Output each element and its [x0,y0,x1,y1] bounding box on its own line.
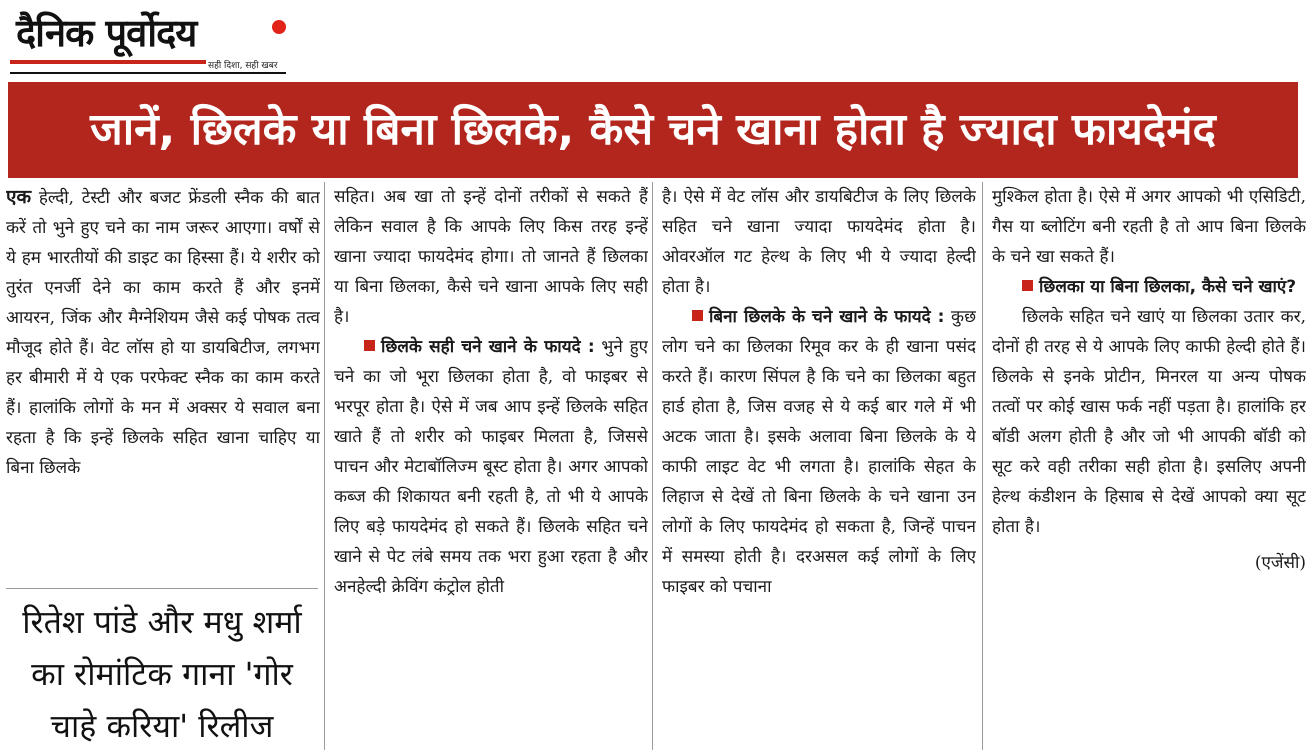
section-with-peel-continuation: है। ऐसे में वेट लॉस और डायबिटीज के लिए छिलके सहित चने खाना ज्यादा फायदेमंद होता है। ओवरऑल गट हेल्थ के लिए भी ये ज्यादा हेल्दी होता है। [662,187,976,297]
section-which-way-text: छिलके सहित चने खाएं या छिलका उतार कर, दोनों ही तरह से ये आपके लिए काफी हेल्दी होते हैं। छिलके से इनके प्रोटीन, मिनरल या अन्य पोषक तत्वों पर कोई खास फर्क नहीं पड़ता है। हालांकि हर बॉडी अलग होती है और जो भी आपकी बॉडी को सूट करे वही तरीका सही होता है। इसलिए अपनी हेल्थ कंडीशन के हिसाब से देखें आपको क्या सूट होता है। [992,307,1306,537]
article-column-4 [992,182,1306,750]
subheading-with-peel-text: छिलके सही चने खाने के फायदे : [381,337,595,357]
subheading-which-way-text: छिलका या बिना छिलका, कैसे चने खाएं? [1039,277,1297,297]
section-with-peel-text: भुने हुए चने का जो भूरा छिलका होता है, वो फाइबर से भरपूर होता है। ऐसे में जब आप इन्हें छिलके सहित खाते हैं तो शरीर को फाइबर मिलता है, जिससे पाचन और मेटाबॉलिज्म बूस्ट होता है। अगर आपको कब्ज की शिकायत बनी रहती है, तो भी ये आपके लिए बड़े फायदेमंद हो सकते हैं। छिलके सहित चने खाने से पेट लंबे समय तक भरा हुआ रहता है और अनहेल्दी क्रेविंग कंट्रोल होती [334,337,648,597]
column-divider [324,182,325,750]
masthead-logo [10,4,286,74]
related-story-teaser: रितेश पांडे और मधु शर्मा का रोमांटिक गाना 'गोर चाहे करिया' रिलीज [22,603,302,745]
subheading-which-way-wrap [1022,277,1296,297]
teaser-divider [6,588,318,589]
article-paragraph-1 [6,182,320,483]
column-divider [982,182,983,750]
intro-continuation: सहित। अब खा तो इन्हें दोनों तरीकों से सकते हैं लेकिन सवाल है कि आपके लिए किस तरह इन्हें खाना ज्यादा फायदेमंद होगा। तो जानते हैं छिलका या बिना छिलका, कैसे चने खाना आपके लिए सही है। [334,187,648,327]
subheading-without-peel-text: बिना छिलके के चने खाने के फायदे : [709,307,945,327]
newspaper-name: दैनिक पूर्वोदय [16,11,197,55]
headline-banner [8,82,1298,178]
logo-dot-icon [272,20,286,34]
agency-credit: (एजेंसी) [1254,553,1306,573]
red-square-icon [364,340,375,351]
article-column-2 [334,182,648,750]
article-column-1 [6,182,320,584]
masthead-tagline: सही दिशा, सही खबर [206,58,280,71]
article-column-3 [662,182,976,750]
lead-word: एक [6,186,32,208]
section-without-peel [662,302,976,602]
red-square-icon [692,310,703,321]
column-divider [652,182,653,750]
subheading-without-peel [692,307,944,327]
masthead-black-rule [10,72,286,74]
section-with-peel [334,332,648,602]
subheading-with-peel [364,337,595,357]
intro-text: हेल्दी, टेस्टी और बजट फ्रेंडली स्नैक की बात करें तो भुने हुए चने का नाम जरूर आएगा। वर्षों से ये हम भारतीयों की डाइट का हिस्सा हैं। ये शरीर को तुरंत एनर्जी देने का काम करते हैं और इनमें आयरन, जिंक और मैग्नेशियम जैसे कई पोषक तत्व मौजूद होते हैं। वेट लॉस हो या डायबिटीज, लगभग हर बीमारी में ये एक परफेक्ट स्नैक का काम करते हैं। हालांकि लोगों के मन में अक्सर ये सवाल बना रहता है कि इन्हें छिलके सहित खाना चाहिए या बिना छिलके [6,188,320,478]
red-square-icon [1022,280,1033,291]
section-without-peel-continuation: मुश्किल होता है। ऐसे में अगर आपको भी एसिडिटी, गैस या ब्लोटिंग बनी रहती है तो आप बिना छिलके के चने खा सकते हैं। [992,187,1306,267]
section-without-peel-text: कुछ लोग चने का छिलका रिमूव कर के ही खाना पसंद करते हैं। कारण सिंपल है कि चने का छिलका बहुत हार्ड होता है, जिस वजह से ये कई बार गले में भी अटक जाता है। इसके अलावा बिना छिलके के ये काफी लाइट वेट भी लगता है। हालांकि सेहत के लिहाज से देखें तो बिना छिलके के चने खाना उन लोगों के लिए फायदेमंद हो सकता है, जिन्हें पाचन में समस्या होती है। दरअसल कई लोगों के लिए फाइबर को पचाना [662,307,976,597]
subheading-which-way [992,272,1306,302]
headline: जानें, छिलके या बिना छिलके, कैसे चने खाना होता है ज्यादा फायदेमंद [90,104,1216,155]
